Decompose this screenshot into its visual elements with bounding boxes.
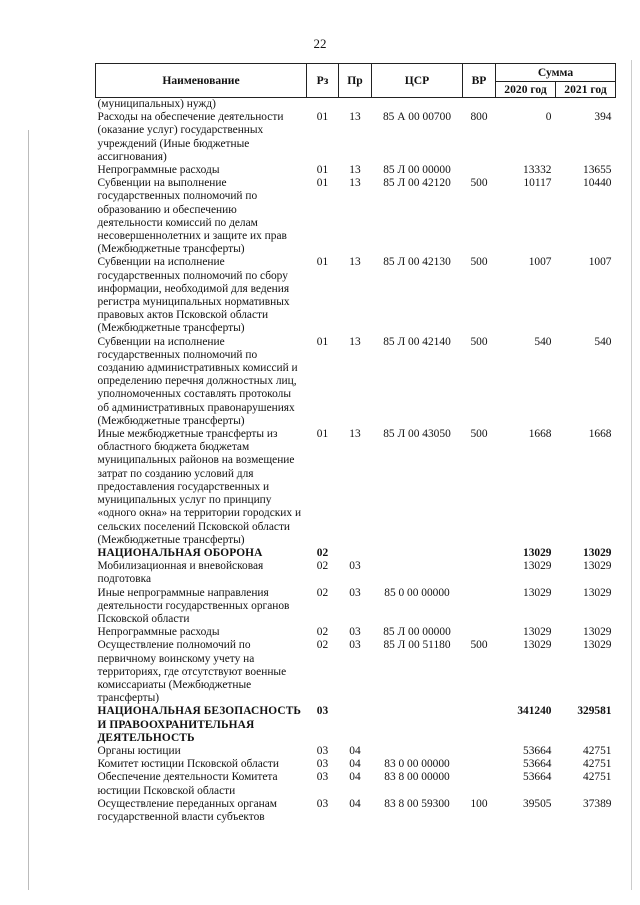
row-name: Обеспечение деятельности Комитета юстиции Псковской области	[97, 771, 278, 797]
header-pr: Пр	[339, 64, 372, 98]
row-rz: 03	[316, 797, 329, 810]
table-row	[96, 560, 616, 586]
row-name: Субвенции на исполнение государственных полномочий по сбору информации, необходимой для ведения регистра муниципальных нормативных правовых актов Псковской области (Межбюджетные трансферты)	[97, 256, 290, 335]
row-sum-2020: 0	[545, 111, 552, 124]
row-vr: 500	[470, 256, 488, 269]
row-rz: 01	[316, 164, 329, 177]
row-name: Органы юстиции	[97, 744, 181, 757]
row-name: Непрограммные расходы	[97, 626, 220, 639]
section-row	[96, 547, 616, 560]
row-sum-2021: 394	[594, 111, 612, 124]
table-row	[96, 587, 616, 627]
row-rz: 02	[316, 560, 329, 573]
row-rz: 03	[316, 771, 329, 784]
row-vr	[463, 745, 496, 758]
header-year-2021: 2021 год	[556, 82, 616, 98]
row-name: Непрограммные расходы	[97, 164, 220, 177]
row-rz: 02	[316, 586, 329, 599]
row-sum-2021: 1668	[588, 428, 612, 441]
table-row	[96, 98, 616, 112]
row-sum-2020: 13029	[523, 560, 552, 573]
row-pr	[339, 705, 372, 745]
row-rz: 02	[316, 626, 329, 639]
row-vr	[463, 547, 496, 560]
row-sum-2021: 13029	[583, 626, 612, 639]
row-csr	[372, 560, 463, 586]
table-row	[96, 256, 616, 335]
row-rz: 02	[316, 546, 329, 559]
row-vr	[463, 164, 496, 177]
row-name: НАЦИОНАЛЬНАЯ ОБОРОНА	[97, 546, 263, 559]
row-rz: 02	[316, 639, 329, 652]
header-sum: Сумма	[496, 64, 616, 82]
row-pr: 13	[349, 164, 361, 177]
row-sum-2021: 329581	[577, 705, 612, 718]
row-vr: 500	[470, 428, 488, 441]
table-row	[96, 428, 616, 547]
row-rz: 03	[316, 705, 329, 718]
row-sum-2021: 13029	[583, 546, 612, 559]
row-csr	[372, 98, 463, 112]
table-row	[96, 626, 616, 639]
row-sum-2021	[556, 98, 616, 112]
row-name: Осуществление переданных органам государственной власти субъектов	[97, 797, 278, 823]
table-row	[96, 164, 616, 177]
row-csr: 85 Л 00 42120	[383, 177, 451, 190]
row-sum-2020: 53664	[523, 744, 552, 757]
budget-table	[95, 63, 616, 824]
row-csr	[372, 705, 463, 745]
row-csr: 83 8 00 59300	[384, 797, 450, 810]
section-row	[96, 705, 616, 745]
table-row	[96, 798, 616, 824]
row-pr: 04	[349, 797, 361, 810]
row-name: Мобилизационная и вневойсковая подготовка	[97, 560, 264, 586]
row-csr	[372, 745, 463, 758]
scan-edge-right	[631, 60, 632, 890]
row-sum-2021: 13655	[583, 164, 612, 177]
row-vr	[463, 560, 496, 586]
row-sum-2020: 341240	[517, 705, 552, 718]
header-vr: ВР	[463, 64, 496, 98]
row-sum-2021: 42751	[583, 758, 612, 771]
row-sum-2021: 42751	[583, 771, 612, 784]
budget-table-wrap	[95, 63, 615, 824]
row-name: Иные непрограммные направления деятельности государственных органов Псковской области	[97, 586, 290, 625]
row-sum-2021: 10440	[583, 177, 612, 190]
row-pr: 03	[349, 626, 361, 639]
row-sum-2021: 37389	[583, 797, 612, 810]
row-rz: 03	[316, 744, 329, 757]
row-rz: 01	[316, 177, 329, 190]
row-name: НАЦИОНАЛЬНАЯ БЕЗОПАСНОСТЬ И ПРАВООХРАНИТЕЛЬНАЯ ДЕЯТЕЛЬНОСТЬ	[97, 705, 302, 744]
row-csr	[372, 547, 463, 560]
row-pr: 03	[349, 560, 361, 573]
row-rz: 01	[316, 111, 329, 124]
row-csr: 85 Л 00 43050	[383, 428, 451, 441]
row-sum-2021: 13029	[583, 586, 612, 599]
row-csr: 85 0 00 00000	[384, 586, 450, 599]
row-sum-2020: 10117	[523, 177, 552, 190]
row-rz: 01	[316, 335, 329, 348]
row-vr	[463, 587, 496, 627]
row-name: Осуществление полномочий по первичному воинскому учету на территориях, где отсутствуют военные комиссариаты (Межбюджетные трансферты)	[97, 639, 287, 705]
row-rz: 03	[316, 758, 329, 771]
row-sum-2021: 540	[594, 335, 612, 348]
row-vr: 500	[470, 639, 488, 652]
row-sum-2020: 13029	[523, 586, 552, 599]
row-csr: 85 Л 00 42140	[383, 335, 451, 348]
table-row	[96, 177, 616, 256]
row-name: Субвенции на выполнение государственных полномочий по образованию и обеспечению деятельности комиссий по делам несовершеннолетних и защите их прав (Межбюджетные трансферты)	[97, 177, 287, 256]
row-rz	[307, 98, 339, 112]
row-sum-2020: 1668	[528, 428, 552, 441]
row-sum-2021: 42751	[583, 744, 612, 757]
row-sum-2020	[496, 98, 556, 112]
row-sum-2020: 53664	[523, 771, 552, 784]
row-csr: 85 Л 00 00000	[383, 626, 451, 639]
row-pr: 04	[349, 758, 361, 771]
row-csr: 85 Л 00 51180	[383, 639, 451, 652]
table-row	[96, 771, 616, 797]
row-vr	[463, 758, 496, 771]
row-pr: 13	[349, 428, 361, 441]
row-sum-2020: 13332	[523, 164, 552, 177]
row-sum-2020: 13029	[523, 626, 552, 639]
row-csr: 85 Л 00 00000	[383, 164, 451, 177]
row-rz: 01	[316, 428, 329, 441]
row-pr	[339, 547, 372, 560]
row-pr	[339, 98, 372, 112]
row-pr: 04	[349, 744, 361, 757]
header-name: Наименование	[96, 64, 307, 98]
row-sum-2020: 13029	[523, 546, 552, 559]
row-sum-2021: 13029	[583, 560, 612, 573]
table-row	[96, 336, 616, 428]
row-name: Иные межбюджетные трансферты из областного бюджета бюджетам муниципальных районов на возмещение затрат по созданию условий для предоставления государственных и муниципальных услуг по принципу «одного окна» на территории городских и сельских поселений Псковской области (Межбюджетные трансферты)	[97, 428, 302, 546]
page-number: 22	[313, 36, 327, 51]
row-pr: 13	[349, 177, 361, 190]
header-year-2020: 2020 год	[496, 82, 556, 98]
row-name: (муниципальных) нужд)	[97, 98, 216, 110]
row-vr	[463, 705, 496, 745]
table-row	[96, 758, 616, 771]
row-vr: 500	[470, 335, 488, 348]
row-name: Комитет юстиции Псковской области	[97, 758, 279, 771]
row-pr: 04	[349, 771, 361, 784]
row-name: Расходы на обеспечение деятельности (оказание услуг) государственных учреждений (Иные бюджетные ассигнования)	[97, 111, 284, 163]
row-csr: 85 Л 00 42130	[383, 256, 451, 269]
row-csr: 85 А 00 00700	[382, 111, 452, 124]
header-csr: ЦСР	[372, 64, 463, 98]
table-row	[96, 745, 616, 758]
table-body	[96, 98, 616, 825]
row-vr: 100	[470, 797, 488, 810]
row-sum-2020: 39505	[523, 797, 552, 810]
row-sum-2021: 1007	[588, 256, 612, 269]
row-pr: 13	[349, 111, 361, 124]
table-row	[96, 111, 616, 164]
row-rz: 01	[316, 256, 329, 269]
row-sum-2021: 13029	[583, 639, 612, 652]
row-sum-2020: 13029	[523, 639, 552, 652]
row-vr: 800	[470, 111, 488, 124]
scan-edge-left	[28, 130, 29, 890]
row-vr	[463, 626, 496, 639]
row-sum-2020: 53664	[523, 758, 552, 771]
row-csr: 83 8 00 00000	[384, 771, 450, 784]
row-pr: 13	[349, 335, 361, 348]
header-rz: Рз	[307, 64, 339, 98]
row-pr: 03	[349, 586, 361, 599]
row-sum-2020: 540	[534, 335, 552, 348]
row-vr	[463, 771, 496, 797]
row-pr: 03	[349, 639, 361, 652]
row-vr	[463, 98, 496, 112]
row-pr: 13	[349, 256, 361, 269]
row-name: Субвенции на исполнение государственных полномочий по созданию административных комиссий и определению перечня должностных лиц, уполномоченных составлять протоколы об административных правонарушениях (Межбюджетные трансферты)	[97, 335, 298, 427]
row-csr: 83 0 00 00000	[384, 758, 450, 771]
row-vr: 500	[470, 177, 488, 190]
row-sum-2020: 1007	[528, 256, 552, 269]
table-row	[96, 639, 616, 705]
